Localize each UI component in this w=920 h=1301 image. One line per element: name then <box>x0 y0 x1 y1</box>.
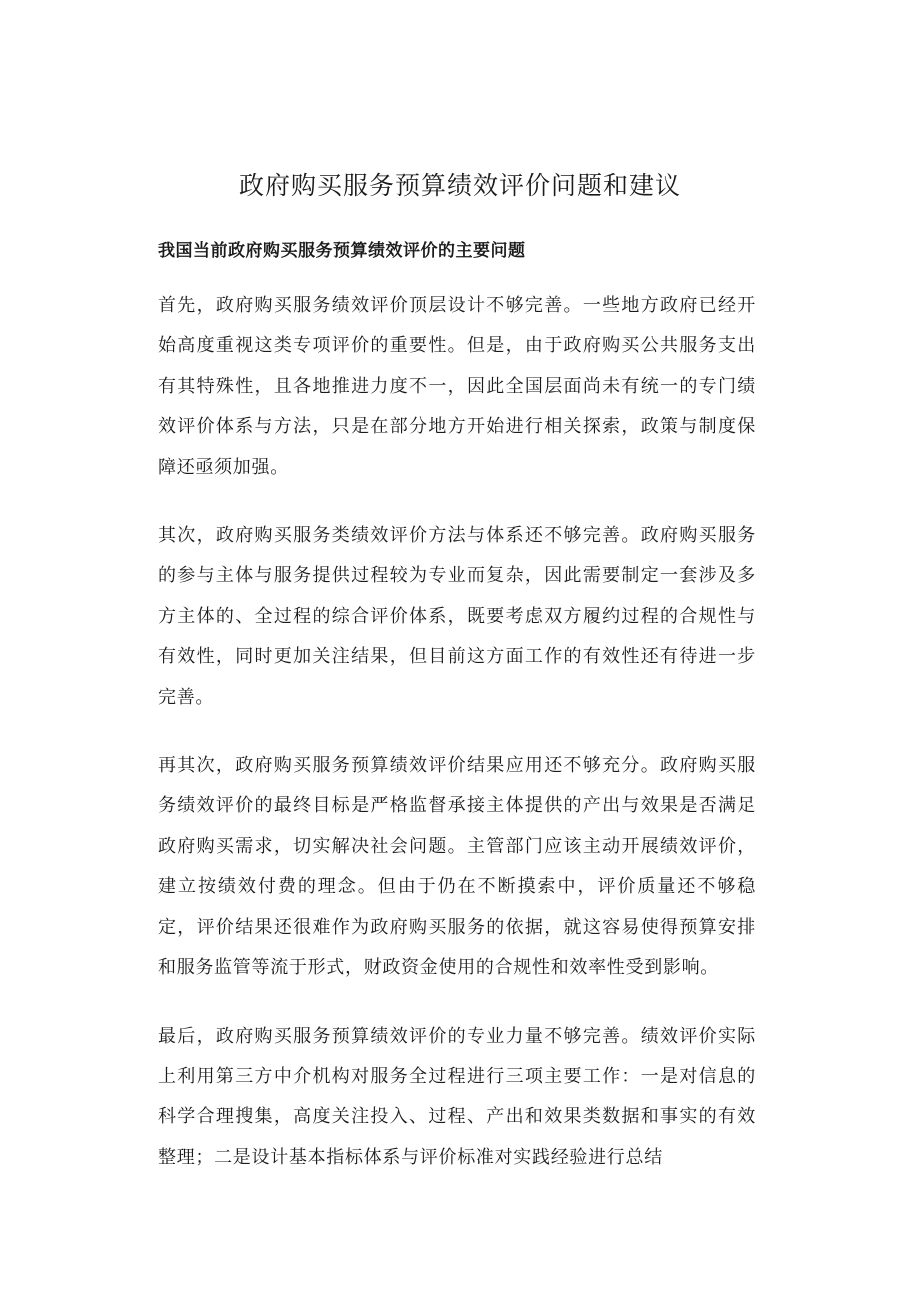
section-heading: 我国当前政府购买服务预算绩效评价的主要问题 <box>158 241 526 261</box>
paragraph-2: 其次，政府购买服务类绩效评价方法与体系还不够完善。政府购买服务的参与主体与服务提供过程较为专业而复杂，因此需要制定一套涉及多方主体的、全过程的综合评价体系，既要考虑双方履约过程的合规性与有效性，同时更加关注结果，但目前这方面工作的有效性还有待进一步完善。 <box>158 525 756 708</box>
document-body <box>158 286 756 1206</box>
document-title: 政府购买服务预算绩效评价问题和建议 <box>238 171 681 200</box>
paragraph-4: 最后，政府购买服务预算绩效评价的专业力量不够完善。绩效评价实际上利用第三方中介机构对服务全过程进行三项主要工作：一是对信息的科学合理搜集，高度关注投入、过程、产出和效果类数据和事实的有效整理；二是设计基本指标体系与评价标准对实践经验进行总结 <box>158 1025 756 1168</box>
paragraph-1: 首先，政府购买服务绩效评价顶层设计不够完善。一些地方政府已经开始高度重视这类专项评价的重要性。但是，由于政府购买公共服务支出有其特殊性，且各地推进力度不一，因此全国层面尚未有统一的专门绩效评价体系与方法，只是在部分地方开始进行相关探索，政策与制度保障还亟须加强。 <box>158 295 756 478</box>
paragraph-3: 再其次，政府购买服务预算绩效评价结果应用还不够充分。政府购买服务绩效评价的最终目标是严格监督承接主体提供的产出与效果是否满足政府购买需求，切实解决社会问题。主管部门应该主动开展绩效评价，建立按绩效付费的理念。但由于仍在不断摸索中，评价质量还不够稳定，评价结果还很难作为政府购买服务的依据，就这容易使得预算安排和服务监管等流于形式，财政资金使用的合规性和效率性受到影响。 <box>158 755 756 979</box>
